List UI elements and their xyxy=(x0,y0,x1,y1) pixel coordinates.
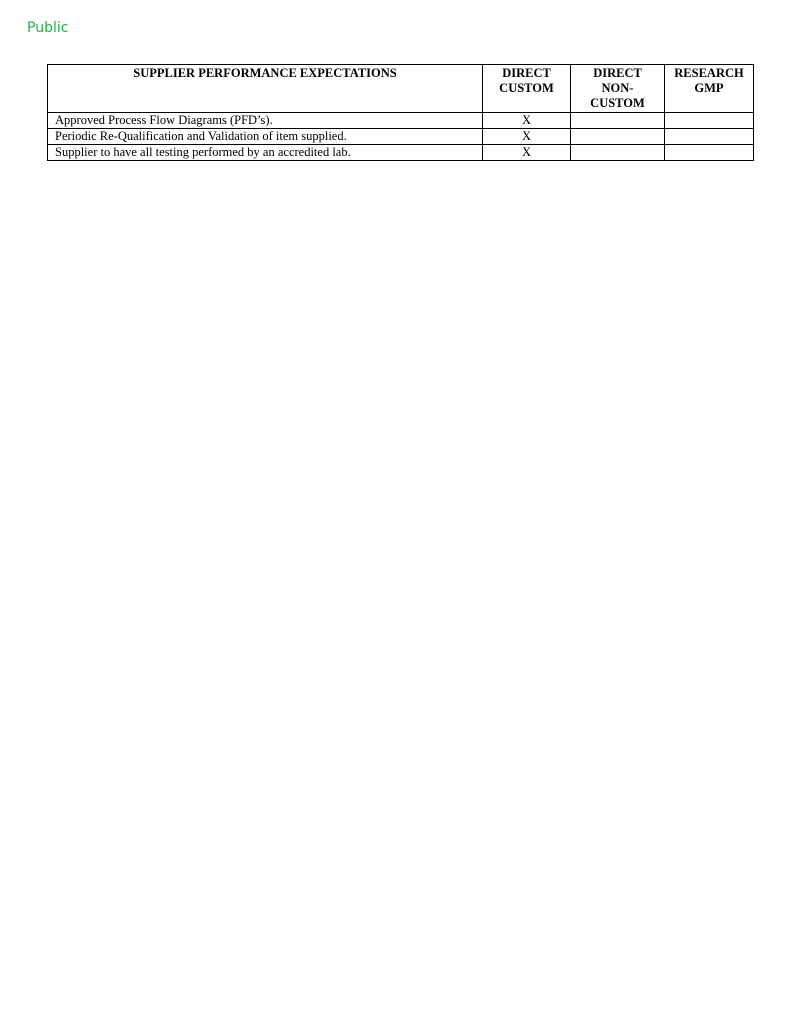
direct-non-custom-mark xyxy=(571,129,665,145)
table-row xyxy=(48,145,754,161)
direct-non-custom-mark xyxy=(571,113,665,129)
header-label: SUPPLIER PERFORMANCE EXPECTATIONS xyxy=(133,66,397,80)
table-row xyxy=(48,113,754,129)
requirement-cell: Supplier to have all testing performed by an accredited lab. xyxy=(48,145,483,161)
header-label-line: GMP xyxy=(694,81,724,95)
header-label-line: NON- xyxy=(601,81,634,95)
header-label-line: CUSTOM xyxy=(590,96,645,110)
header-research-gmp xyxy=(665,65,754,113)
header-label-line: DIRECT xyxy=(593,66,642,80)
supplier-expectations-table xyxy=(47,64,754,161)
direct-custom-mark: X xyxy=(483,129,571,145)
classification-label: Public xyxy=(27,20,69,36)
header-label-line: DIRECT xyxy=(502,66,551,80)
header-label-line: RESEARCH xyxy=(674,66,744,80)
table-row xyxy=(48,129,754,145)
research-gmp-mark xyxy=(665,145,754,161)
research-gmp-mark xyxy=(665,129,754,145)
direct-custom-mark: X xyxy=(483,113,571,129)
header-direct-non-custom xyxy=(571,65,665,113)
header-label-line: CUSTOM xyxy=(499,81,554,95)
research-gmp-mark xyxy=(665,113,754,129)
requirement-cell: Periodic Re-Qualification and Validation of item supplied. xyxy=(48,129,483,145)
header-direct-custom xyxy=(483,65,571,113)
requirement-cell: Approved Process Flow Diagrams (PFD’s). xyxy=(48,113,483,129)
direct-non-custom-mark xyxy=(571,145,665,161)
header-supplier-performance-expectations xyxy=(48,65,483,113)
table-header-row xyxy=(48,65,754,113)
direct-custom-mark: X xyxy=(483,145,571,161)
